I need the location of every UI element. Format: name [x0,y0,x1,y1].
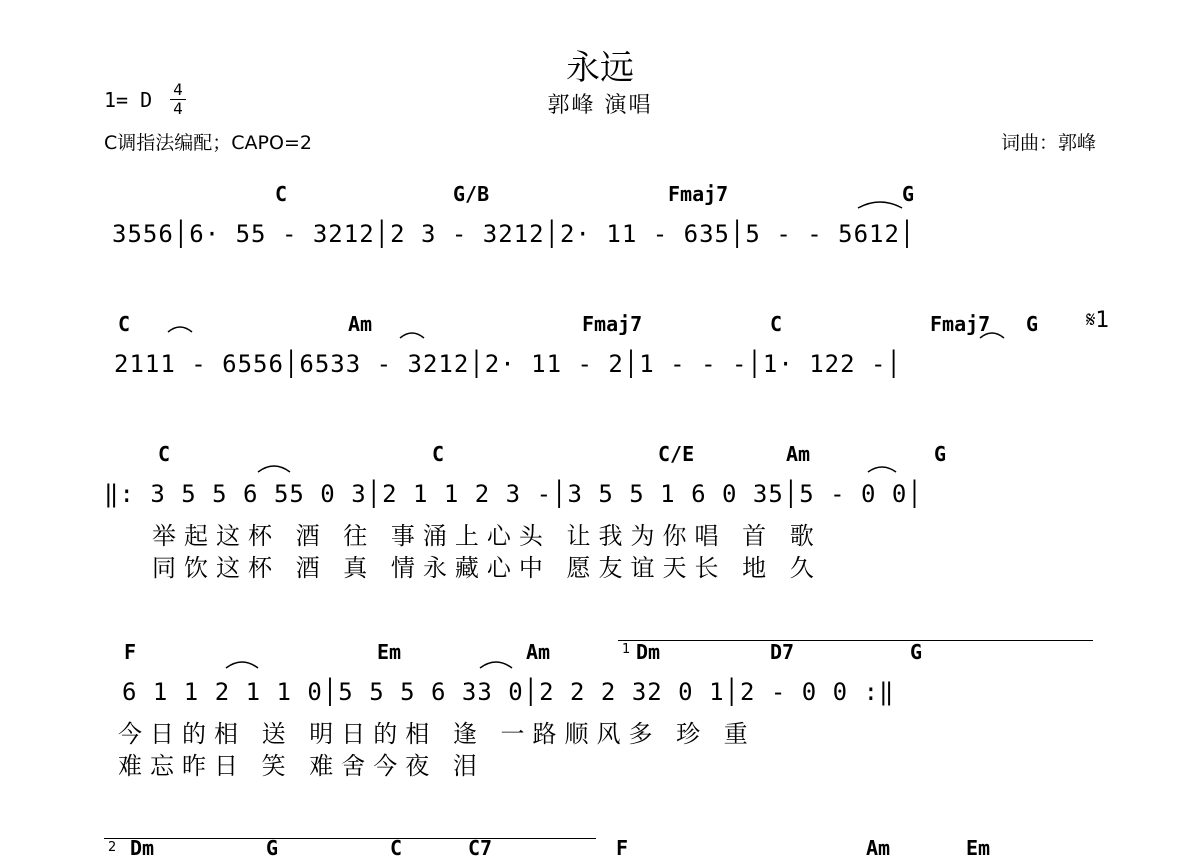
chord: G [934,442,947,466]
lyrics-line-2: 难忘昨日 笑 难舍今夜 泪 [118,752,485,780]
slur [980,333,1004,338]
notation-row: 6 1 1 2 1 1 0│5 5 5 6 33 0│2 2 2 32 0 1│2 - 0 0 :‖ [122,678,895,706]
credits: 词曲：郭峰 [1000,132,1096,154]
arrangement-note: C调指法编配；CAPO=2 [104,132,312,154]
chord: C [390,836,403,860]
chord: Em [377,640,402,664]
key-signature: 1= D [104,88,153,112]
chord: G [902,182,915,206]
slur [868,467,896,472]
volta-number: 1 [622,642,631,657]
chord: Fmaj7 [582,312,643,336]
chord: Dm [130,836,155,860]
chord: Fmaj7 [668,182,729,206]
notation-row: 3556│6· 55 - 3212│2 3 - 3212│2· 11 - 635│5 - - 5612│ [112,220,916,248]
lyrics-line-1: 举起这杯 酒 往 事涌上心头 让我为你唱 首 歌 [152,522,822,550]
song-subtitle: 郭峰 演唱 [547,93,653,118]
slur [226,662,258,668]
chord: G [910,640,923,664]
song-title: 永远 [566,48,634,88]
slur [400,333,424,338]
slur [858,202,902,208]
lyrics-line-2: 同饮这杯 酒 真 情永藏心中 愿友谊天长 地 久 [152,554,822,582]
segno-mark: 𝄋1 [1086,308,1110,333]
chord: C [118,312,131,336]
chord: Em [966,836,991,860]
chord: C [158,442,171,466]
notation-row: 2111 - 6556│6533 - 3212│2· 11 - 2│1 - - -│1· 122 -│ [114,350,902,378]
chord: Am [786,442,811,466]
volta-number: 2 [108,840,117,855]
chord: G/B [453,182,490,206]
chord: C [275,182,288,206]
chord: C7 [468,836,493,860]
chord: Dm [636,640,661,664]
time-top: 4 [173,80,183,99]
slur [480,662,512,668]
chord: C [770,312,783,336]
lyrics-line-1: 今日的相 送 明日的相 逢 一路顺风多 珍 重 [118,720,756,748]
chord: C/E [658,442,695,466]
chord: D7 [770,640,795,664]
chord: G [266,836,279,860]
slur [258,466,290,472]
chord: G [1026,312,1039,336]
chord: Am [348,312,373,336]
chord: F [616,836,629,860]
chord: Am [526,640,551,664]
chord: F [124,640,137,664]
time-bottom: 4 [173,99,183,118]
chord: C [432,442,445,466]
chord: Fmaj7 [930,312,991,336]
notation-row: ‖: 3 5 5 6 55 0 3│2 1 1 2 3 -│3 5 5 1 6 0 35│5 - 0 0│ [104,480,923,508]
slur [168,327,192,332]
chord: Am [866,836,891,860]
